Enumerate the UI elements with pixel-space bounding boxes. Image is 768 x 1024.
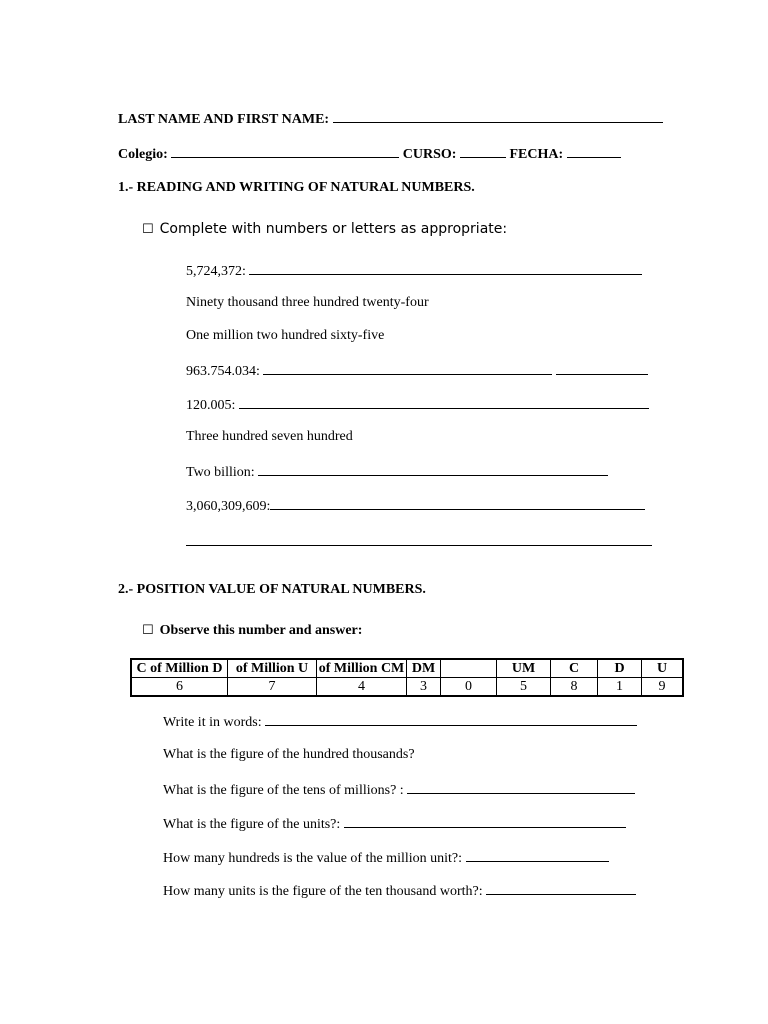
name-label: LAST NAME AND FIRST NAME: [118,112,330,127]
question-row [163,781,635,799]
question-row [163,849,609,867]
table-header-cell: DM [407,659,441,678]
question-row [163,815,626,833]
answer-line[interactable] [263,362,552,375]
table-header-cell: U [642,659,684,678]
question-label: What is the figure of the hundred thousands? [163,747,415,762]
item-label: 963.754.034: [186,364,260,379]
item-row [186,497,645,515]
name-field[interactable] [333,110,663,123]
answer-line[interactable] [186,533,652,546]
answer-line[interactable] [249,262,642,275]
table-header-cell: D [598,659,642,678]
table-header-cell: UM [497,659,551,678]
question-label: How many hundreds is the value of the million unit?: [163,851,463,866]
section2-title: 2.- POSITION VALUE OF NATURAL NUMBERS. [118,582,426,597]
table-cell: 9 [642,678,684,697]
table-header-cell: C of Million D [131,659,228,678]
section2-instruction-row [142,623,362,639]
table-header-cell: C [551,659,598,678]
item-label: One million two hundred sixty-five [186,328,385,343]
section2-instruction: Observe this number and answer: [159,623,363,638]
item-label: Ninety thousand three hundred twenty-four [186,295,429,310]
table-header-cell: of Million CM [317,659,407,678]
question-label: How many units is the figure of the ten thousand worth?: [163,884,483,899]
fecha-label: FECHA: [509,147,564,162]
table-cell: 3 [407,678,441,697]
table-cell: 4 [317,678,407,697]
table-header-cell: of Million U [228,659,317,678]
table-cell: 7 [228,678,317,697]
section1-instruction: Complete with numbers or letters as appropriate: [159,221,508,237]
table-cell: 5 [497,678,551,697]
item-label: Two billion: [186,465,255,480]
answer-line[interactable] [466,849,609,862]
answer-line[interactable] [407,781,635,794]
section1-title: 1.- READING AND WRITING OF NATURAL NUMBERS. [118,180,475,195]
answer-line[interactable] [258,463,608,476]
name-row [118,110,663,128]
question-label: What is the figure of the units?: [163,817,341,832]
question-row [163,713,637,731]
section1-instruction-row [142,221,507,237]
item-row [186,533,652,551]
item-label: 5,724,372: [186,264,246,279]
checkbox-icon[interactable]: ☐ [142,222,154,237]
item-label: Three hundred seven hundred [186,429,353,444]
school-row [118,145,621,163]
table-header-row [131,659,683,678]
checkbox-icon[interactable]: ☐ [142,623,154,638]
curso-label: CURSO: [402,147,457,162]
item-row [186,262,642,280]
item-row [186,463,608,481]
table-cell: 8 [551,678,598,697]
table-cell: 1 [598,678,642,697]
fecha-field[interactable] [567,145,621,158]
answer-line[interactable] [265,713,637,726]
curso-field[interactable] [460,145,506,158]
table-header-cell [441,659,497,678]
answer-line[interactable] [239,396,649,409]
question-label: Write it in words: [163,715,262,730]
answer-line[interactable] [486,882,636,895]
answer-line[interactable] [556,362,648,375]
table-row [131,678,683,697]
colegio-label: Colegio: [118,147,168,162]
item-row [186,396,649,414]
item-row [186,362,648,380]
item-label: 3,060,309,609: [186,499,271,514]
colegio-field[interactable] [171,145,399,158]
position-value-table [130,658,684,697]
table-cell: 0 [441,678,497,697]
table-cell: 6 [131,678,228,697]
question-row [163,882,636,900]
answer-line[interactable] [344,815,626,828]
answer-line[interactable] [270,497,645,510]
question-label: What is the figure of the tens of millions? : [163,783,404,798]
item-label: 120.005: [186,398,236,413]
